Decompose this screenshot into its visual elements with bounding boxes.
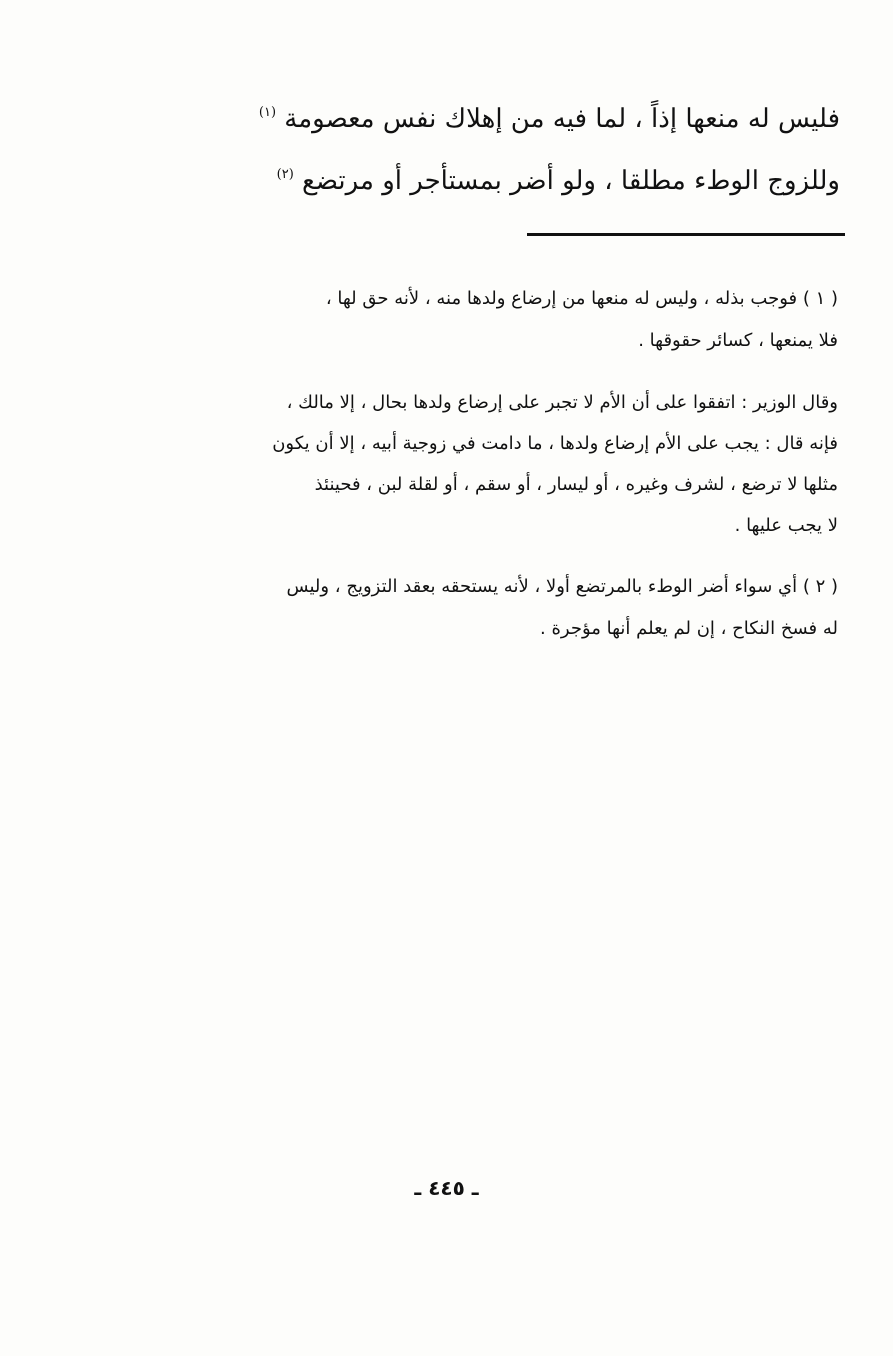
footnote-line: مثلها لا ترضع ، لشرف وغيره ، أو ليسار ، أو سقم ، أو لقلة لبن ، فحينئذ — [314, 474, 838, 495]
footnote-ref-2[interactable]: (٢) — [276, 167, 294, 182]
footnote-line: وقال الوزير : اتفقوا على أن الأم لا تجبر على إرضاع ولدها بحال ، إلا مالك ، — [286, 392, 838, 413]
main-text-line-1: فليس له منعها إذاً ، لما فيه من إهلاك نفس معصومة — [284, 104, 840, 134]
main-text-line — [110, 88, 840, 150]
footnote-line: فلا يمنعها ، كسائر حقوقها . — [638, 330, 838, 351]
main-text — [110, 88, 840, 212]
footnote-separator — [527, 233, 845, 236]
footnote-line: ( ٢ ) أي سواء أضر الوطء بالمرتضع أولا ، لأنه يستحقه بعقد التزويج ، وليس — [286, 576, 838, 597]
footnotes-section — [116, 278, 838, 670]
footnote-line: فإنه قال : يجب على الأم إرضاع ولدها ، ما دامت في زوجية أبيه ، إلا أن يكون — [272, 433, 838, 454]
main-text-line-2: وللزوج الوطء مطلقا ، ولو أضر بمستأجر أو مرتضع — [302, 166, 840, 196]
footnote-1-wazir — [116, 382, 838, 546]
footnote-1 — [116, 278, 838, 362]
page-number: ـ ٤٤٥ ـ — [414, 1176, 479, 1200]
footnote-line: له فسخ النكاح ، إن لم يعلم أنها مؤجرة . — [540, 618, 838, 639]
footnote-line: لا يجب عليها . — [734, 515, 838, 536]
footnote-ref-1[interactable]: (١) — [258, 105, 277, 120]
main-text-line — [110, 150, 840, 212]
footnote-line: ( ١ ) فوجب بذله ، وليس له منعها من إرضاع ولدها منه ، لأنه حق لها ، — [325, 288, 838, 309]
footnote-2 — [116, 566, 838, 650]
